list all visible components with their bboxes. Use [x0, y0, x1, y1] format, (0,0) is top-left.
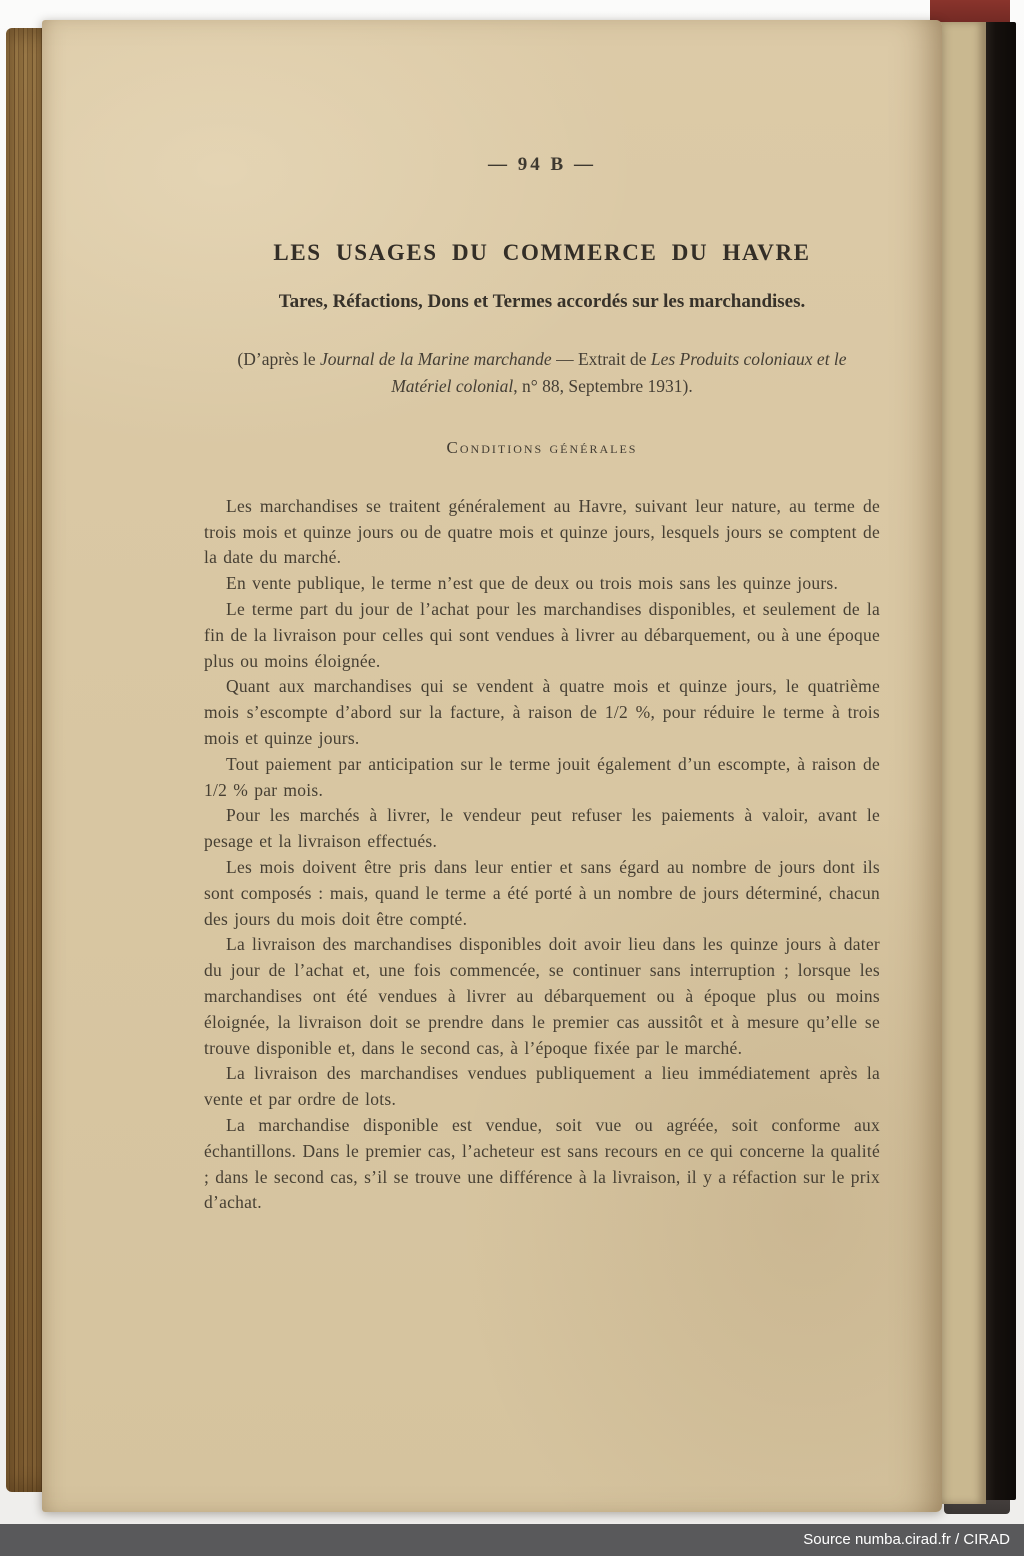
paragraph: Quant aux marchandises qui se vendent à quatre mois et quinze jours, le quatrième mois s’escompte d’abord sur la facture, à raison de 1/2 %, pour réduire le terme à trois mois et quinze jours. — [204, 676, 880, 748]
source-credit-bar — [0, 1524, 1024, 1556]
paragraph: Tout paiement par anticipation sur le terme jouit également d’un escompte, à raison de 1/2 % par mois. — [204, 753, 880, 800]
paragraph: La marchandise disponible est vendue, soit vue ou agréée, soit conforme aux échantillons. Dans le premier cas, l’acheteur est sans recours en ce qui concerne la qualité ; dans le second cas, s’il se trouve une différence à la livraison, il y a réfaction sur le prix d’achat. — [204, 1114, 880, 1213]
document-title: LES USAGES DU COMMERCE DU HAVRE — [273, 240, 811, 265]
paragraph: Les marchandises se traitent généralement au Havre, suivant leur nature, au terme de trois mois et quinze jours ou de quatre mois et quinze jours, lesquels jours se comptent de la date du marché. — [204, 495, 880, 568]
citation-title-italic: Journal de la Marine marchande — [320, 348, 552, 369]
paragraph: En vente publique, le terme n’est que de deux ou trois mois sans les quinze jours. — [226, 573, 839, 594]
citation-text: (D’après le — [237, 348, 321, 369]
book-page — [42, 20, 942, 1512]
citation-note — [215, 346, 870, 400]
citation-text: — Extrait de — [551, 348, 651, 369]
paragraph: La livraison des marchandises disponibles doit avoir lieu dans les quinze jours à dater du jour de l’achat et, une fois commencée, se continuer sans interruption ; lorsque les marchandises ont été vendues à livrer au débarquement ou à époque plus ou moins éloignée, la livraison doit se prendre dans le premier cas aussitôt et à mesure qu’elle se trouve disponible et, dans le second cas, à l’époque fixée par le marché. — [204, 934, 880, 1058]
document-subtitle: Tares, Réfactions, Dons et Termes accordés sur les marchandises. — [278, 291, 806, 312]
section-heading: Conditions générales — [446, 437, 638, 457]
page-content — [42, 20, 942, 1512]
citation-text: , n° 88, Septembre 1931). — [513, 375, 693, 396]
paragraph: La livraison des marchandises vendues publiquement a lieu immédiatement après la vente et par ordre de lots. — [204, 1063, 880, 1110]
citation-title-italic: Les Produits coloniaux et le Matériel colonial — [391, 348, 847, 396]
page-number: — 94 B — — [488, 154, 596, 175]
paragraph: Le terme part du jour de l’achat pour les marchandises disponibles, et seulement de la fin de la livraison pour celles qui sont vendues à livrer au débarquement, ou à une époque plus ou moins éloignée. — [204, 598, 880, 671]
source-credit-text: Source numba.cirad.fr / CIRAD — [803, 1531, 1010, 1548]
paragraph: Pour les marchés à livrer, le vendeur peut refuser les paiements à valoir, avant le pesage et la livraison effectués. — [204, 805, 880, 852]
book-spine — [982, 22, 1016, 1500]
body-paragraphs — [204, 494, 880, 1216]
paragraph: Les mois doivent être pris dans leur entier et sans égard au nombre de jours dont ils sont composés : mais, quand le terme a été porté à un nombre de jours déterminé, chacun des jours du mois doit être compté. — [204, 856, 880, 929]
